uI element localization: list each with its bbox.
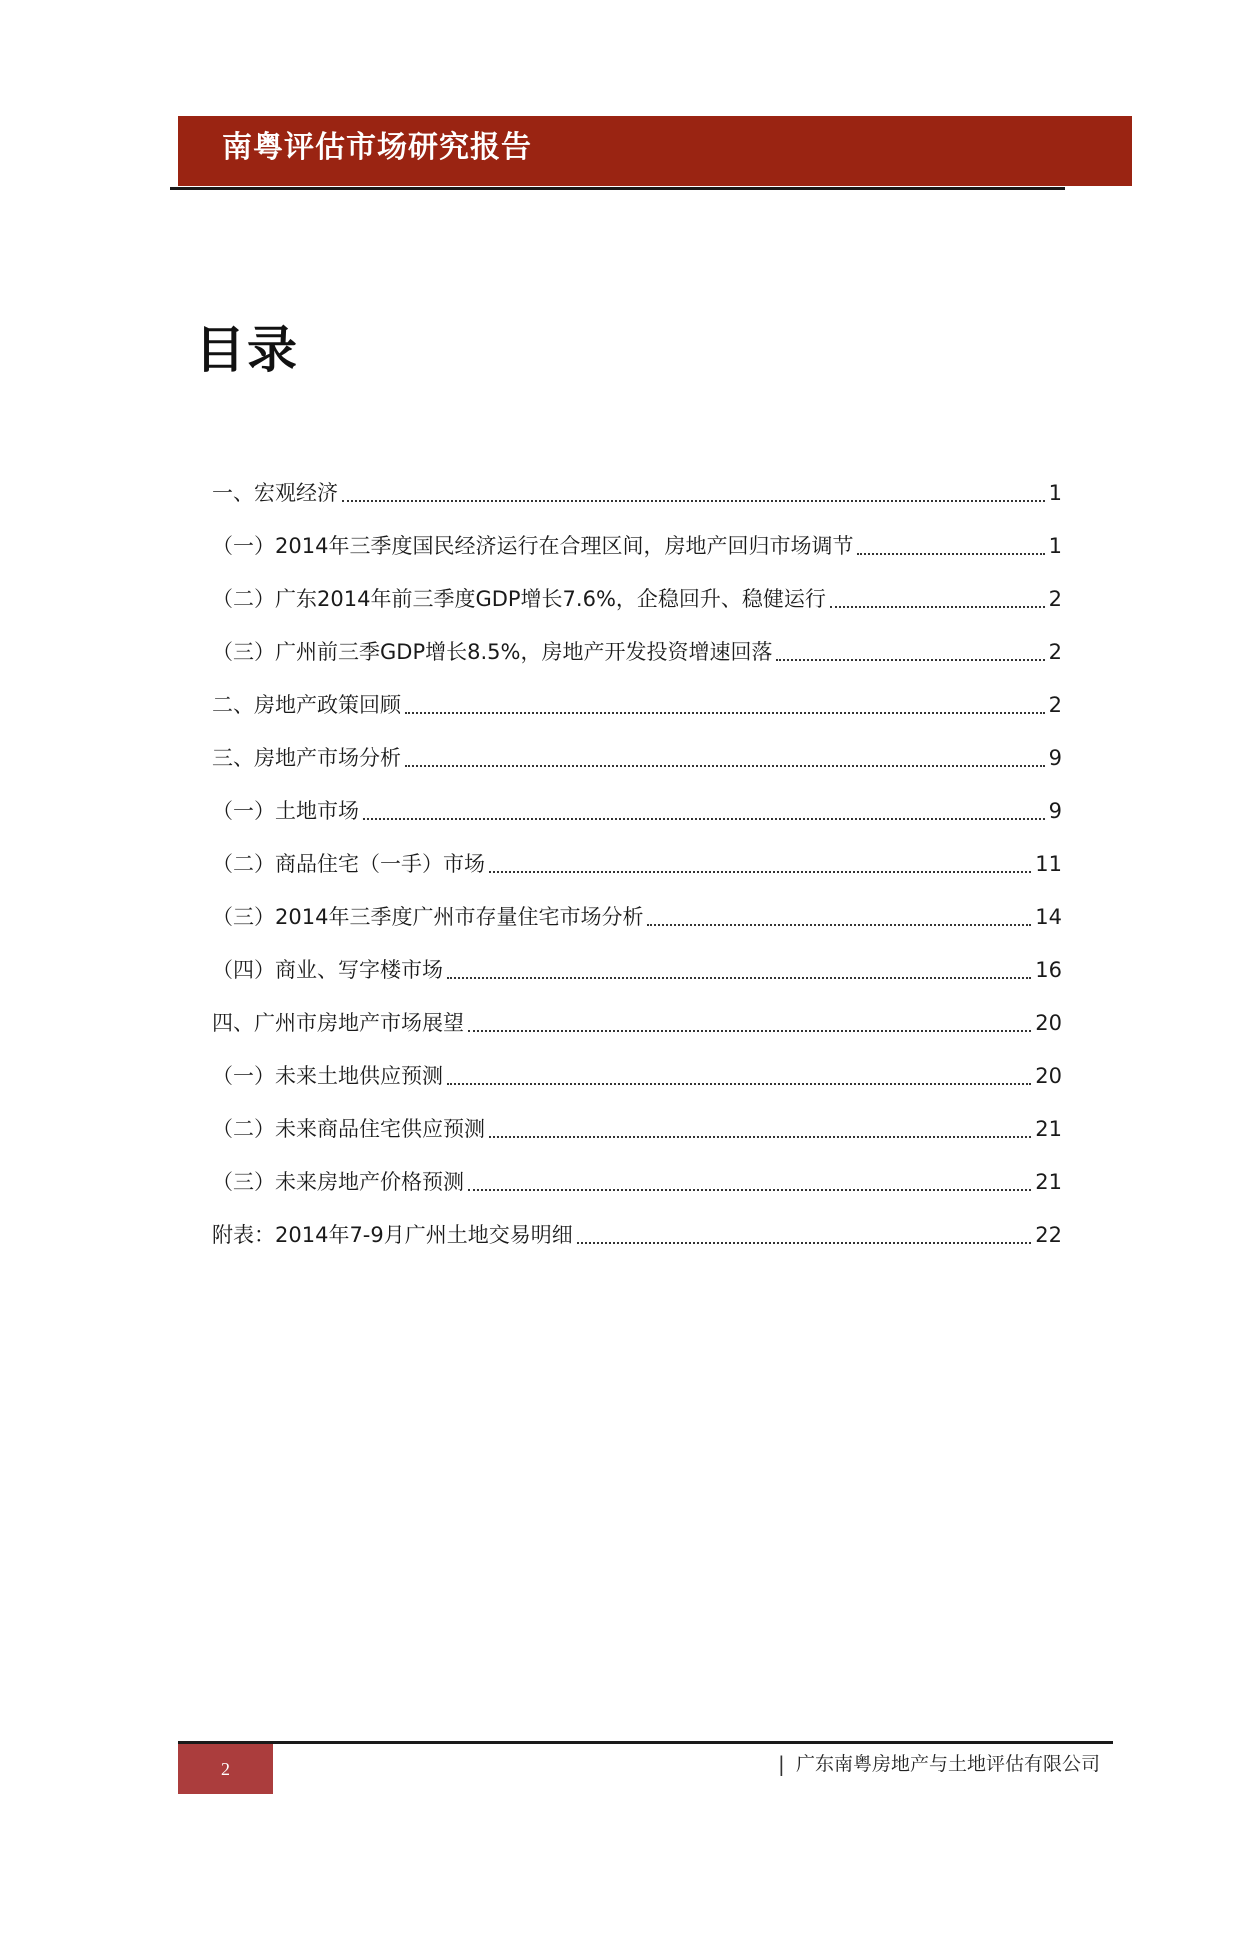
- toc-entry-label: 一、宏观经济: [212, 481, 338, 505]
- toc-leader-dots: [776, 659, 1044, 661]
- footer-divider: [178, 1741, 1113, 1744]
- toc-leader-dots: [830, 606, 1045, 608]
- header-divider: [170, 187, 1065, 190]
- toc-entry-page: 21: [1035, 1170, 1062, 1194]
- toc-entry-page: 22: [1035, 1223, 1062, 1247]
- toc-entry-page: 21: [1035, 1117, 1062, 1141]
- footer-separator: |: [778, 1752, 785, 1776]
- footer-company-name: 广东南粤房地产与土地评估有限公司: [796, 1753, 1101, 1775]
- toc-entry-page: 1: [1048, 534, 1062, 558]
- header-bar: [178, 116, 1132, 186]
- toc-entry[interactable]: [212, 793, 1062, 829]
- toc-entry-label: （三）未来房地产价格预测: [212, 1170, 464, 1194]
- toc-leader-dots: [468, 1030, 1031, 1032]
- toc-leader-dots: [405, 765, 1045, 767]
- footer-page-box: [178, 1744, 273, 1794]
- toc-entry-label: 附表：2014年7-9月广州土地交易明细: [212, 1223, 573, 1247]
- toc-leader-dots: [577, 1242, 1032, 1244]
- toc-entry-page: 2: [1048, 640, 1062, 664]
- toc-entry[interactable]: [212, 1111, 1062, 1147]
- toc-entry-label: （一）2014年三季度国民经济运行在合理区间，房地产回归市场调节: [212, 534, 854, 558]
- toc-entry[interactable]: [212, 1164, 1062, 1200]
- toc-entry-page: 20: [1035, 1011, 1062, 1035]
- footer-page-number: 2: [221, 1759, 230, 1779]
- toc-leader-dots: [405, 712, 1045, 714]
- toc-leader-dots: [447, 1083, 1031, 1085]
- toc-entry[interactable]: [212, 1005, 1062, 1041]
- toc-entry-label: （一）土地市场: [212, 799, 359, 823]
- toc-entry-page: 9: [1048, 799, 1062, 823]
- toc-entry[interactable]: [212, 528, 1062, 564]
- toc-entry[interactable]: [212, 1217, 1062, 1253]
- toc-entry[interactable]: [212, 846, 1062, 882]
- toc-entry[interactable]: [212, 634, 1062, 670]
- toc-entry-label: （四）商业、写字楼市场: [212, 958, 443, 982]
- toc-leader-dots: [489, 871, 1031, 873]
- toc-entry[interactable]: [212, 952, 1062, 988]
- toc-entry-label: （一）未来土地供应预测: [212, 1064, 443, 1088]
- toc-entry[interactable]: [212, 475, 1062, 511]
- toc-leader-dots: [857, 553, 1044, 555]
- toc-leader-dots: [489, 1136, 1031, 1138]
- toc-entry-page: 9: [1048, 746, 1062, 770]
- toc-entry[interactable]: [212, 581, 1062, 617]
- toc-entry[interactable]: [212, 899, 1062, 935]
- toc-entry-page: 20: [1035, 1064, 1062, 1088]
- toc-entry-label: （二）广东2014年前三季度GDP增长7.6%，企稳回升、稳健运行: [212, 587, 826, 611]
- toc-leader-dots: [342, 500, 1045, 502]
- toc-entry[interactable]: [212, 1058, 1062, 1094]
- toc-entry-page: 11: [1035, 852, 1062, 876]
- toc-leader-dots: [447, 977, 1031, 979]
- toc-entry-page: 2: [1048, 587, 1062, 611]
- toc-leader-dots: [647, 924, 1031, 926]
- toc-heading: 目录: [195, 321, 299, 379]
- toc-entry-label: 三、房地产市场分析: [212, 746, 401, 770]
- report-title: 南粤评估市场研究报告: [222, 130, 532, 165]
- toc-entry-label: （二）未来商品住宅供应预测: [212, 1117, 485, 1141]
- toc-entry-label: 四、广州市房地产市场展望: [212, 1011, 464, 1035]
- toc-entry-label: （三）2014年三季度广州市存量住宅市场分析: [212, 905, 644, 929]
- toc-entry-page: 1: [1048, 481, 1062, 505]
- toc-entry-label: 二、房地产政策回顾: [212, 693, 401, 717]
- toc-entry-page: 14: [1035, 905, 1062, 929]
- toc-leader-dots: [363, 818, 1045, 820]
- toc-leader-dots: [468, 1189, 1031, 1191]
- toc-entry-page: 16: [1035, 958, 1062, 982]
- toc-entry-page: 2: [1048, 693, 1062, 717]
- toc-entry-label: （二）商品住宅（一手）市场: [212, 852, 485, 876]
- toc-entry[interactable]: [212, 740, 1062, 776]
- toc-entry-label: （三）广州前三季GDP增长8.5%，房地产开发投资增速回落: [212, 640, 773, 664]
- toc-entry[interactable]: [212, 687, 1062, 723]
